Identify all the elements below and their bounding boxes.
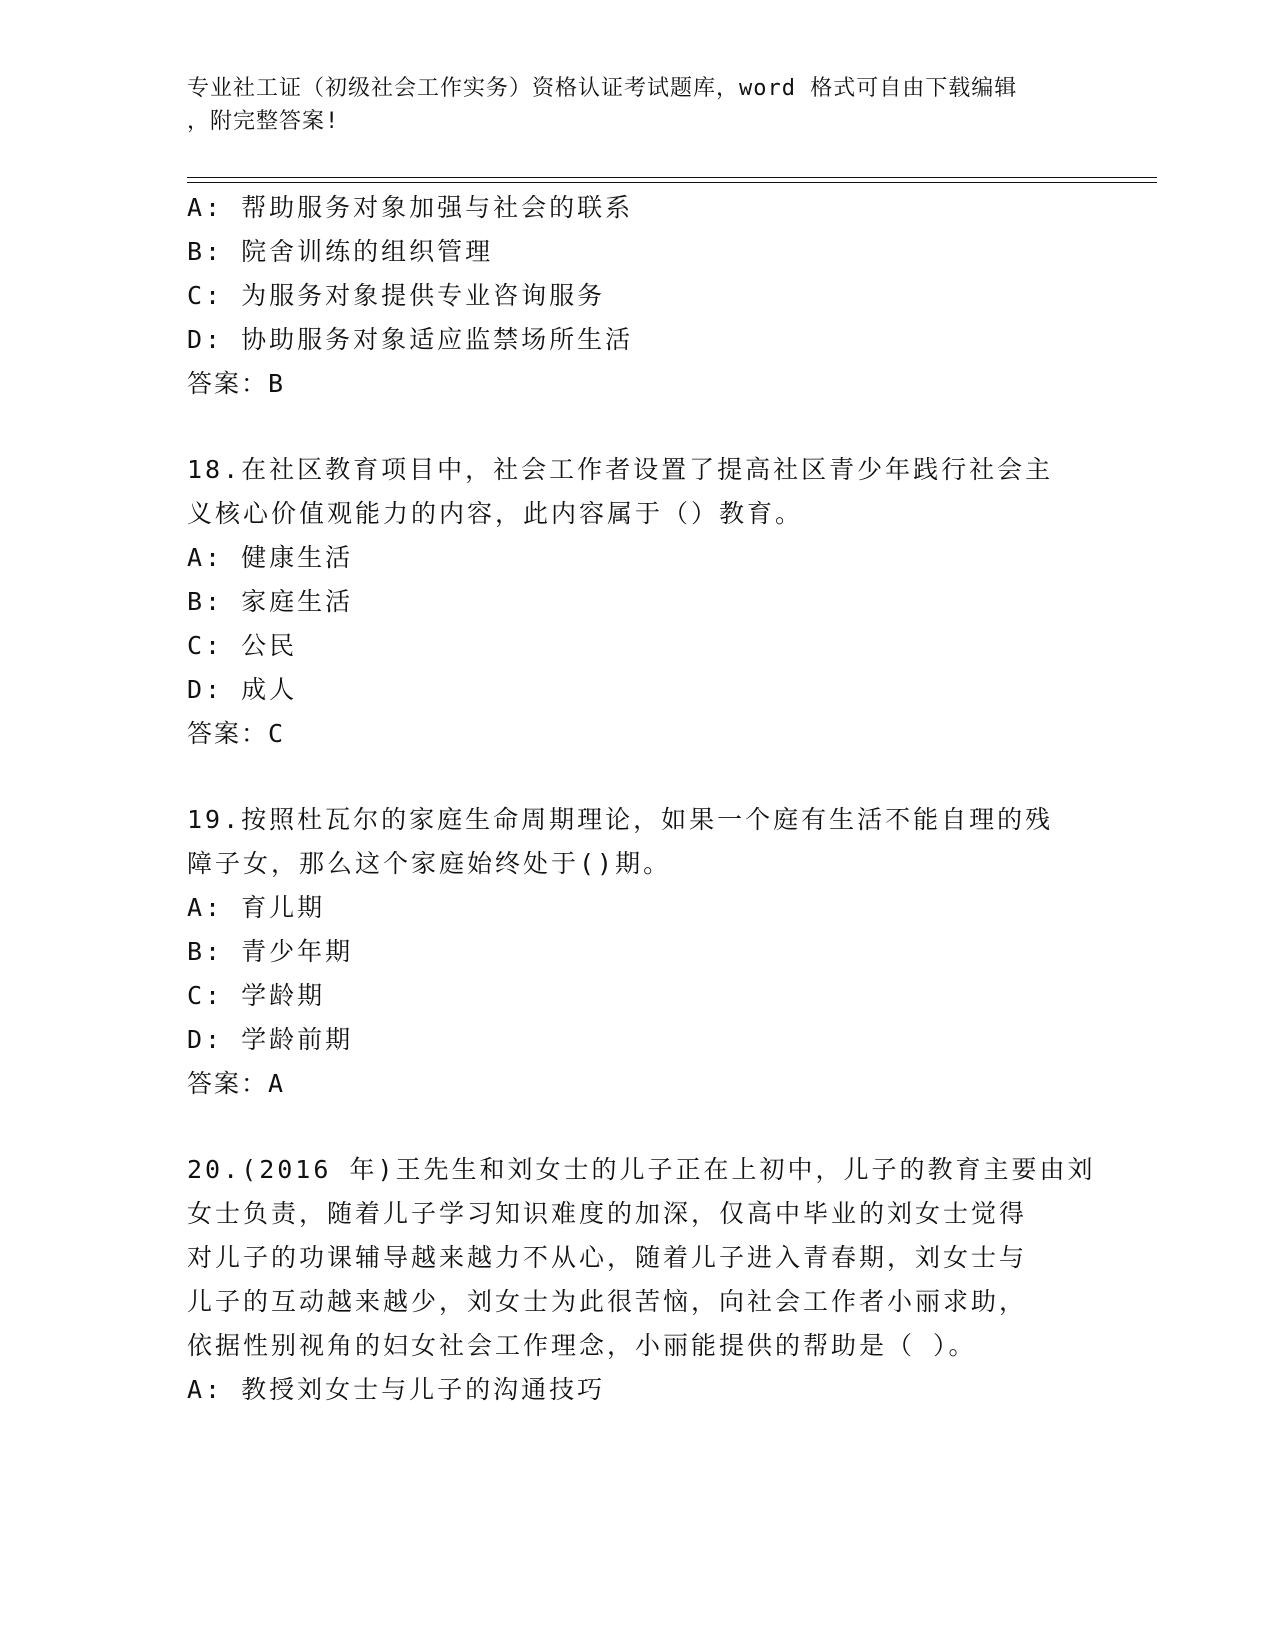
question-stem-line: 义核心价值观能力的内容，此内容属于（）教育。 (187, 499, 804, 528)
answer: 答案：A (187, 1069, 286, 1098)
question-stem-line: 20.(2016 年)王先生和刘女士的儿子正在上初中，儿子的教育主要由刘 (187, 1155, 1096, 1184)
question-stem-line: 19.按照杜瓦尔的家庭生命周期理论，如果一个庭有生活不能自理的残 (187, 805, 1054, 834)
option-d: D: 成人 (187, 675, 298, 704)
option-a: A: 育儿期 (187, 893, 326, 922)
header-line-1: 专业社工证（初级社会工作实务）资格认证考试题库，word 格式可自由下载编辑 (187, 76, 1018, 101)
question-stem-line: 障子女，那么这个家庭始终处于()期。 (187, 849, 672, 878)
option-b: B: 青少年期 (187, 937, 354, 966)
question-stem-line: 依据性别视角的妇女社会工作理念，小丽能提供的帮助是（ ）。 (187, 1331, 977, 1360)
question-stem-line: 儿子的互动越来越少，刘女士为此很苦恼，向社会工作者小丽求助， (187, 1287, 1028, 1316)
answer: 答案：B (187, 369, 286, 398)
option-a: A: 教授刘女士与儿子的沟通技巧 (187, 1375, 606, 1404)
question-stem-line: 女士负责，随着儿子学习知识难度的加深，仅高中毕业的刘女士觉得 (187, 1199, 1028, 1228)
option-a: A: 帮助服务对象加强与社会的联系 (187, 193, 634, 222)
option-b: B: 家庭生活 (187, 587, 354, 616)
answer: 答案：C (187, 719, 286, 748)
option-c: C: 学龄期 (187, 981, 326, 1010)
option-c: C: 为服务对象提供专业咨询服务 (187, 281, 606, 310)
header-rule-top (187, 177, 1157, 178)
header-rule-bottom (187, 182, 1157, 183)
question-stem-line: 对儿子的功课辅导越来越力不从心，随着儿子进入青春期，刘女士与 (187, 1243, 1028, 1272)
question-stem-line: 18.在社区教育项目中，社会工作者设置了提高社区青少年践行社会主 (187, 455, 1054, 484)
option-a: A: 健康生活 (187, 543, 354, 572)
option-d: D: 学龄前期 (187, 1025, 354, 1054)
header-line-2: ，附完整答案! (187, 109, 340, 134)
document-header (187, 72, 1077, 138)
option-c: C: 公民 (187, 631, 298, 660)
option-b: B: 院舍训练的组织管理 (187, 237, 494, 266)
option-d: D: 协助服务对象适应监禁场所生活 (187, 325, 634, 354)
